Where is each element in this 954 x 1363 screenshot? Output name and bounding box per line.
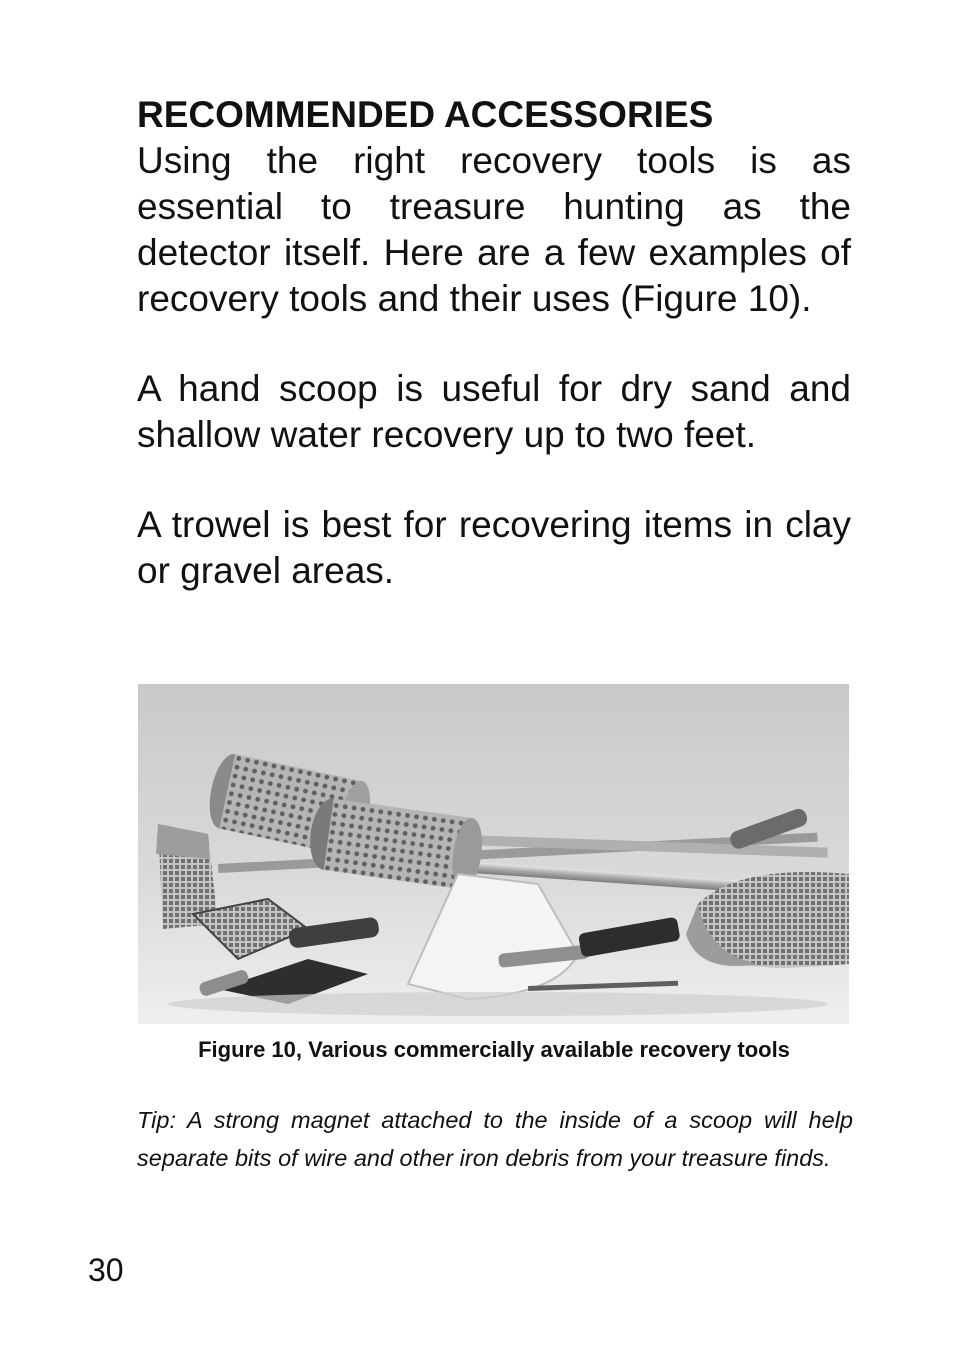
hand-scoop-paragraph: A hand scoop is useful for dry sand and shallow water recovery up to two feet. <box>137 368 851 455</box>
section-heading: RECOMMENDED ACCESSORIES <box>137 94 714 135</box>
trowel-paragraph: A trowel is best for recovering items in clay or gravel areas. <box>137 504 851 591</box>
recovery-tools-photo <box>138 684 849 1024</box>
text-column <box>137 92 851 594</box>
page-number: 30 <box>88 1252 124 1288</box>
intro-paragraph: Using the right recovery tools is as essential to treasure hunting as the detector itself. Here are a few examples of recovery tools and their uses (Figure 10). <box>137 140 851 319</box>
tip-text: Tip: A strong magnet attached to the inside of a scoop will help separate bits of wire and other iron debris from your treasure finds. <box>137 1107 853 1171</box>
figure-caption: Figure 10, Various commercially available recovery tools <box>198 1037 790 1062</box>
